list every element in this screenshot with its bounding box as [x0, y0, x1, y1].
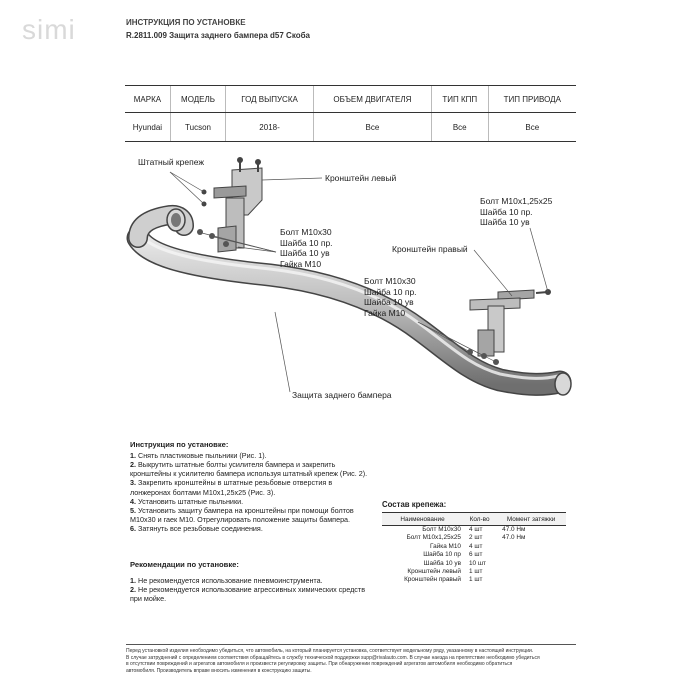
col-model: МОДЕЛЬ	[170, 86, 225, 113]
instruction-step: 1. Снять пластиковые пыльники (Рис. 1).	[130, 450, 267, 460]
footer-disclaimer	[126, 644, 576, 674]
callout-stock-mount: Штатный крепеж	[138, 157, 205, 167]
col-make: МАРКА	[125, 86, 170, 113]
instruction-step: 5. Установить защиту бампера на кронштейны при помощи болтов М10х30 и гаек М10. Отрегулировать положение защиты бампера.	[130, 506, 354, 525]
left-bracket	[197, 157, 262, 252]
cell-engine: Все	[313, 113, 431, 142]
fastener-line: Гайка М10	[364, 307, 406, 318]
recommendation-item: 2. Не рекомендуется использование агрессивных химических средств при мойке.	[130, 584, 366, 604]
footer-line: в отсутствии повреждений и агрегатов автомобиля и произвести регулировку защиты. При обнаружении повреждений агрегатов автомобиля необходимо обратиться	[126, 661, 513, 667]
callout-bracket-left: Кронштейн левый	[325, 173, 397, 183]
fastener-line: Шайба 10 пр.	[480, 206, 533, 217]
fastener-line: Болт М10х30	[280, 227, 332, 237]
fastener-line: Шайба 10 ув	[480, 217, 530, 228]
fastener-row: Шайба 10 ув 10 шт	[423, 559, 486, 567]
col-year: ГОД ВЫПУСКА	[226, 86, 314, 113]
fastener-line: Гайка М10	[280, 258, 322, 269]
col-drive: ТИП ПРИВОДА	[488, 86, 576, 113]
installation-instructions	[130, 440, 370, 534]
fastener-row: Болт М10х1,25х25 2 шт 47.0 Нм	[406, 534, 526, 542]
cell-gearbox: Все	[431, 113, 488, 142]
fasteners-header-row	[382, 513, 566, 526]
fastener-row: Кронштейн правый 1 шт	[404, 576, 483, 584]
installation-recommendations	[130, 560, 370, 603]
instruction-step: 4. Установить штатные пыльники.	[130, 496, 244, 506]
fastener-line: Шайба 10 ув	[364, 297, 414, 308]
instruction-step: 2. Выкрутить штатные болты усилителя бампера и закрепить кронштейны к усилителю бампера используя штатный крепеж (Рис. 2).	[130, 459, 368, 479]
recommendation-item: 1. Не рекомендуется использование пневмоинструмента.	[130, 575, 323, 585]
watermark: simi	[22, 14, 76, 45]
instruction-step: 3. Закрепить кронштейны в штатные резьбовые отверстия в лонжеронах болтами М10х1,25х25 (Рис. 3).	[130, 478, 333, 497]
cell-make: Hyundai	[125, 113, 170, 142]
cell-model: Tucson	[170, 113, 225, 142]
callout-bracket-right: Кронштейн правый	[392, 244, 468, 254]
doc-header-title: ИНСТРУКЦИЯ ПО УСТАНОВКЕ	[126, 18, 246, 27]
col-gearbox: ТИП КПП	[431, 86, 488, 113]
col-torque: Момент затяжки	[496, 513, 566, 526]
callout-right-bolts	[480, 196, 552, 228]
footer-line: В случае затруднений с определением соответствия обращайтесь в службу технической поддержки supp@rivalauto.com. В случае наезда на препятствие необходимо убедиться	[126, 654, 540, 661]
cell-drive: Все	[488, 113, 576, 142]
col-qty: Кол-во	[463, 513, 496, 526]
cell-year: 2018-	[226, 113, 314, 142]
fastener-line: Болт М10х1,25х25	[480, 196, 553, 206]
doc-header-product: R.2811.009 Защита заднего бампера d57 Скоба	[126, 31, 310, 40]
fastener-line: Болт М10х30	[364, 276, 416, 286]
fasteners-table	[382, 512, 566, 585]
col-engine: ОБЪЕМ ДВИГАТЕЛЯ	[313, 86, 431, 113]
recommendations-title: Рекомендации по установке:	[130, 560, 239, 569]
fastener-row: Кронштейн левый 1 шт	[407, 568, 483, 576]
fastener-row: Шайба 10 пр 6 шт	[423, 551, 483, 559]
fastener-row: Гайка М10 4 шт	[430, 542, 483, 550]
callout-bumper-guard: Защита заднего бампера	[292, 390, 392, 400]
fastener-line: Шайба 10 пр.	[280, 237, 333, 248]
fastener-line: Шайба 10 пр.	[364, 286, 417, 297]
fastener-line: Шайба 10 ув	[280, 248, 330, 259]
callout-left-fasteners	[280, 227, 333, 270]
footer-line: автомобиля. Производитель вправе вносить изменения в конструкцию защиты.	[126, 667, 312, 674]
instructions-title: Инструкция по установке:	[130, 440, 229, 449]
callout-center-fasteners	[364, 276, 417, 319]
footer-line: Перед установкой изделия необходимо убедиться, что автомобиль, на который планируется установка, соответствует модельному ряду, указанному в настоящей инструкции.	[126, 648, 534, 654]
fasteners-title: Состав крепежа:	[382, 500, 447, 509]
instruction-step: 6. Затянуть все резьбовые соединения.	[130, 524, 263, 534]
fastener-row: Болт М10х30 4 шт 47.0 Нм	[422, 526, 526, 533]
col-name: Наименование	[382, 513, 463, 526]
